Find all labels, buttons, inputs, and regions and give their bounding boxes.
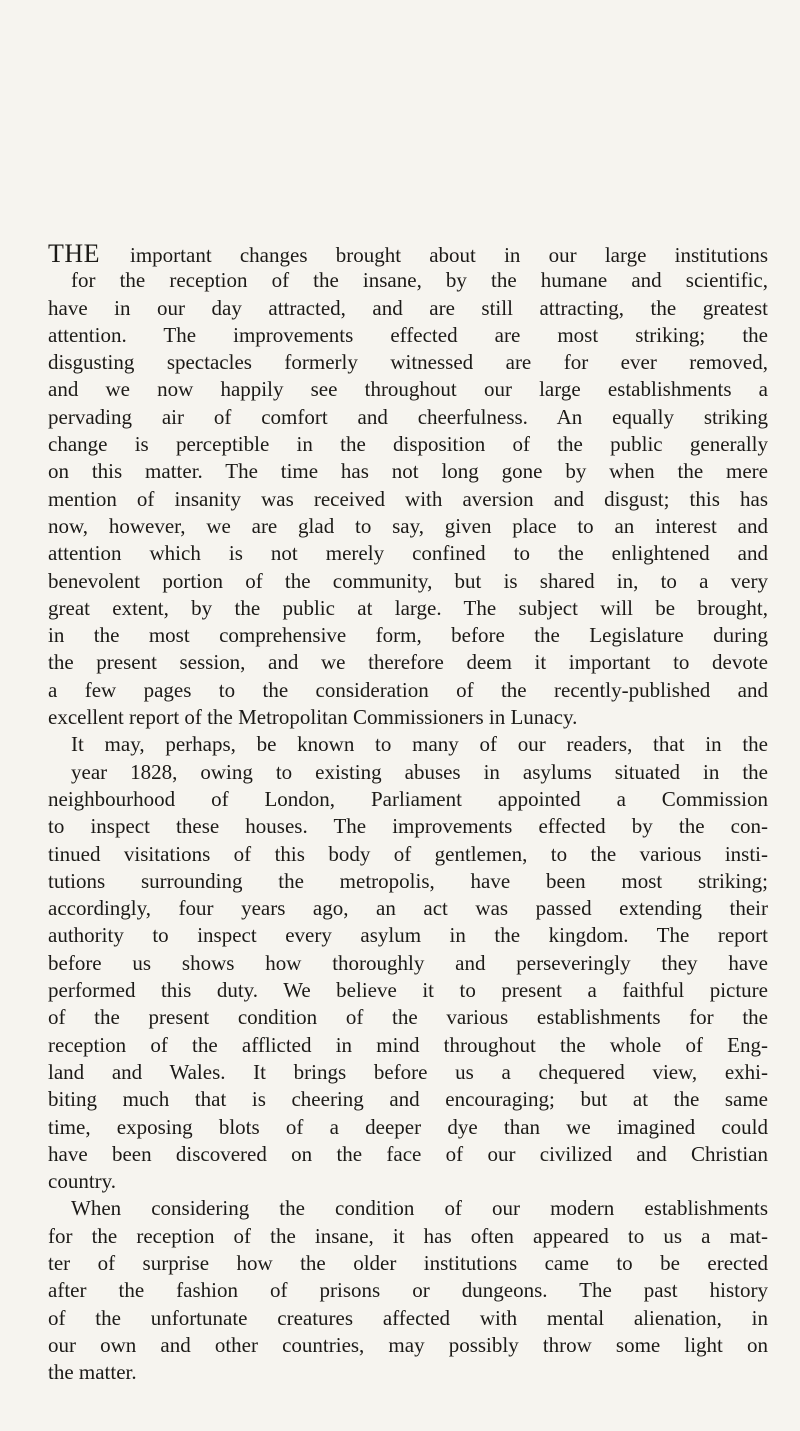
text-line	[48, 1305, 768, 1332]
text-line	[48, 622, 768, 649]
text-line	[48, 1059, 768, 1086]
text-line-content: country.	[48, 1169, 117, 1194]
text-line	[48, 922, 768, 949]
text-line-content: excellent report of the Metropolitan Commissioners in Lunacy.	[48, 705, 578, 730]
text-line-content: of the present condition of the various establishments for the	[48, 1005, 768, 1030]
text-line-content: attention which is not merely confined to the enlightened and	[48, 541, 768, 566]
text-line-content: benevolent portion of the community, but is shared in, to a very	[48, 568, 768, 593]
text-line-content: biting much that is cheering and encouraging; but at the same	[48, 1087, 768, 1112]
text-line	[48, 1086, 768, 1113]
text-line	[48, 841, 768, 868]
text-line-content: mention of insanity was received with aversion and disgust; this has	[48, 486, 768, 511]
text-line	[48, 977, 768, 1004]
text-line-content: It may, perhaps, be known to many of our readers, that in the	[71, 732, 768, 757]
text-line	[48, 1004, 768, 1031]
text-line-content: and we now happily see throughout our large establishments a	[48, 377, 768, 402]
article-body	[48, 240, 768, 1386]
drop-cap: THE	[48, 239, 130, 268]
text-line	[48, 868, 768, 895]
text-line-content: the present session, and we therefore deem it important to devote	[48, 650, 768, 675]
text-line	[48, 1114, 768, 1141]
text-line-content: neighbourhood of London, Parliament appointed a Commission	[48, 786, 768, 811]
text-line	[48, 322, 768, 349]
text-line-content: performed this duty. We believe it to present a faithful picture	[48, 978, 768, 1003]
text-line	[48, 404, 768, 431]
text-line-content: the matter.	[48, 1360, 137, 1385]
text-line-content: a few pages to the consideration of the recently-published and	[48, 677, 768, 702]
text-line	[48, 1332, 768, 1359]
text-line	[48, 786, 768, 813]
text-line-content: time, exposing blots of a deeper dye than we imagined could	[48, 1114, 768, 1139]
text-line-content: our own and other countries, may possibly throw some light on	[48, 1332, 768, 1357]
text-line	[48, 349, 768, 376]
text-line-content: of the unfortunate creatures affected with mental alienation, in	[48, 1305, 768, 1330]
text-line-content: after the fashion of prisons or dungeons. The past history	[48, 1278, 768, 1303]
text-line	[48, 895, 768, 922]
text-line	[48, 731, 768, 758]
text-line	[48, 1141, 768, 1168]
text-line	[48, 1195, 768, 1222]
text-line	[48, 677, 768, 704]
text-line	[48, 1223, 768, 1250]
text-line	[48, 1277, 768, 1304]
text-line	[48, 950, 768, 977]
text-line	[48, 1168, 768, 1195]
text-line-content: tinued visitations of this body of gentlemen, to the various insti-	[48, 841, 768, 866]
text-line-content: great extent, by the public at large. The subject will be brought,	[48, 595, 768, 620]
text-line-content: to inspect these houses. The improvements effected by the con-	[48, 814, 768, 839]
text-line	[48, 240, 768, 267]
text-line-content: important changes brought about in our large institutions	[130, 243, 768, 267]
text-line	[48, 295, 768, 322]
text-line-content: accordingly, four years ago, an act was passed extending their	[48, 896, 768, 921]
text-line	[48, 649, 768, 676]
text-line	[48, 704, 768, 731]
text-line	[48, 1032, 768, 1059]
text-line	[48, 759, 768, 786]
text-line-content: reception of the afflicted in mind throughout the whole of Eng-	[48, 1032, 768, 1057]
text-line	[48, 513, 768, 540]
text-line-content: for the reception of the insane, it has often appeared to us a mat-	[48, 1223, 768, 1248]
text-line	[48, 1359, 768, 1386]
text-line-content: have been discovered on the face of our civilized and Christian	[48, 1141, 768, 1166]
text-line-content: now, however, we are glad to say, given place to an interest and	[48, 513, 768, 538]
text-line	[48, 595, 768, 622]
text-line	[48, 267, 768, 294]
text-line-content: change is perceptible in the disposition of the public generally	[48, 432, 768, 457]
text-line	[48, 540, 768, 567]
text-line-content: attention. The improvements effected are most striking; the	[48, 322, 768, 347]
text-line	[48, 376, 768, 403]
text-line	[48, 486, 768, 513]
text-line-content: disgusting spectacles formerly witnessed are for ever removed,	[48, 350, 768, 375]
text-line-content: authority to inspect every asylum in the kingdom. The report	[48, 923, 768, 948]
text-line-content: before us shows how thoroughly and perseveringly they have	[48, 950, 768, 975]
text-line-content: pervading air of comfort and cheerfulness. An equally striking	[48, 404, 768, 429]
text-line-content: tutions surrounding the metropolis, have been most striking;	[48, 868, 768, 893]
text-line-content: for the reception of the insane, by the humane and scientific,	[71, 268, 768, 293]
text-line-content: on this matter. The time has not long gone by when the mere	[48, 459, 768, 484]
text-line	[48, 431, 768, 458]
text-line-content: in the most comprehensive form, before the Legislature during	[48, 623, 768, 648]
text-line	[48, 813, 768, 840]
text-line	[48, 568, 768, 595]
text-line-content: year 1828, owing to existing abuses in asylums situated in the	[71, 759, 768, 784]
text-line-content: have in our day attracted, and are still attracting, the greatest	[48, 295, 768, 320]
text-line-content: When considering the condition of our modern establishments	[71, 1196, 768, 1221]
text-line-content: land and Wales. It brings before us a chequered view, exhi-	[48, 1059, 768, 1084]
text-line	[48, 1250, 768, 1277]
text-line	[48, 458, 768, 485]
text-line-content: ter of surprise how the older institutions came to be erected	[48, 1250, 768, 1275]
